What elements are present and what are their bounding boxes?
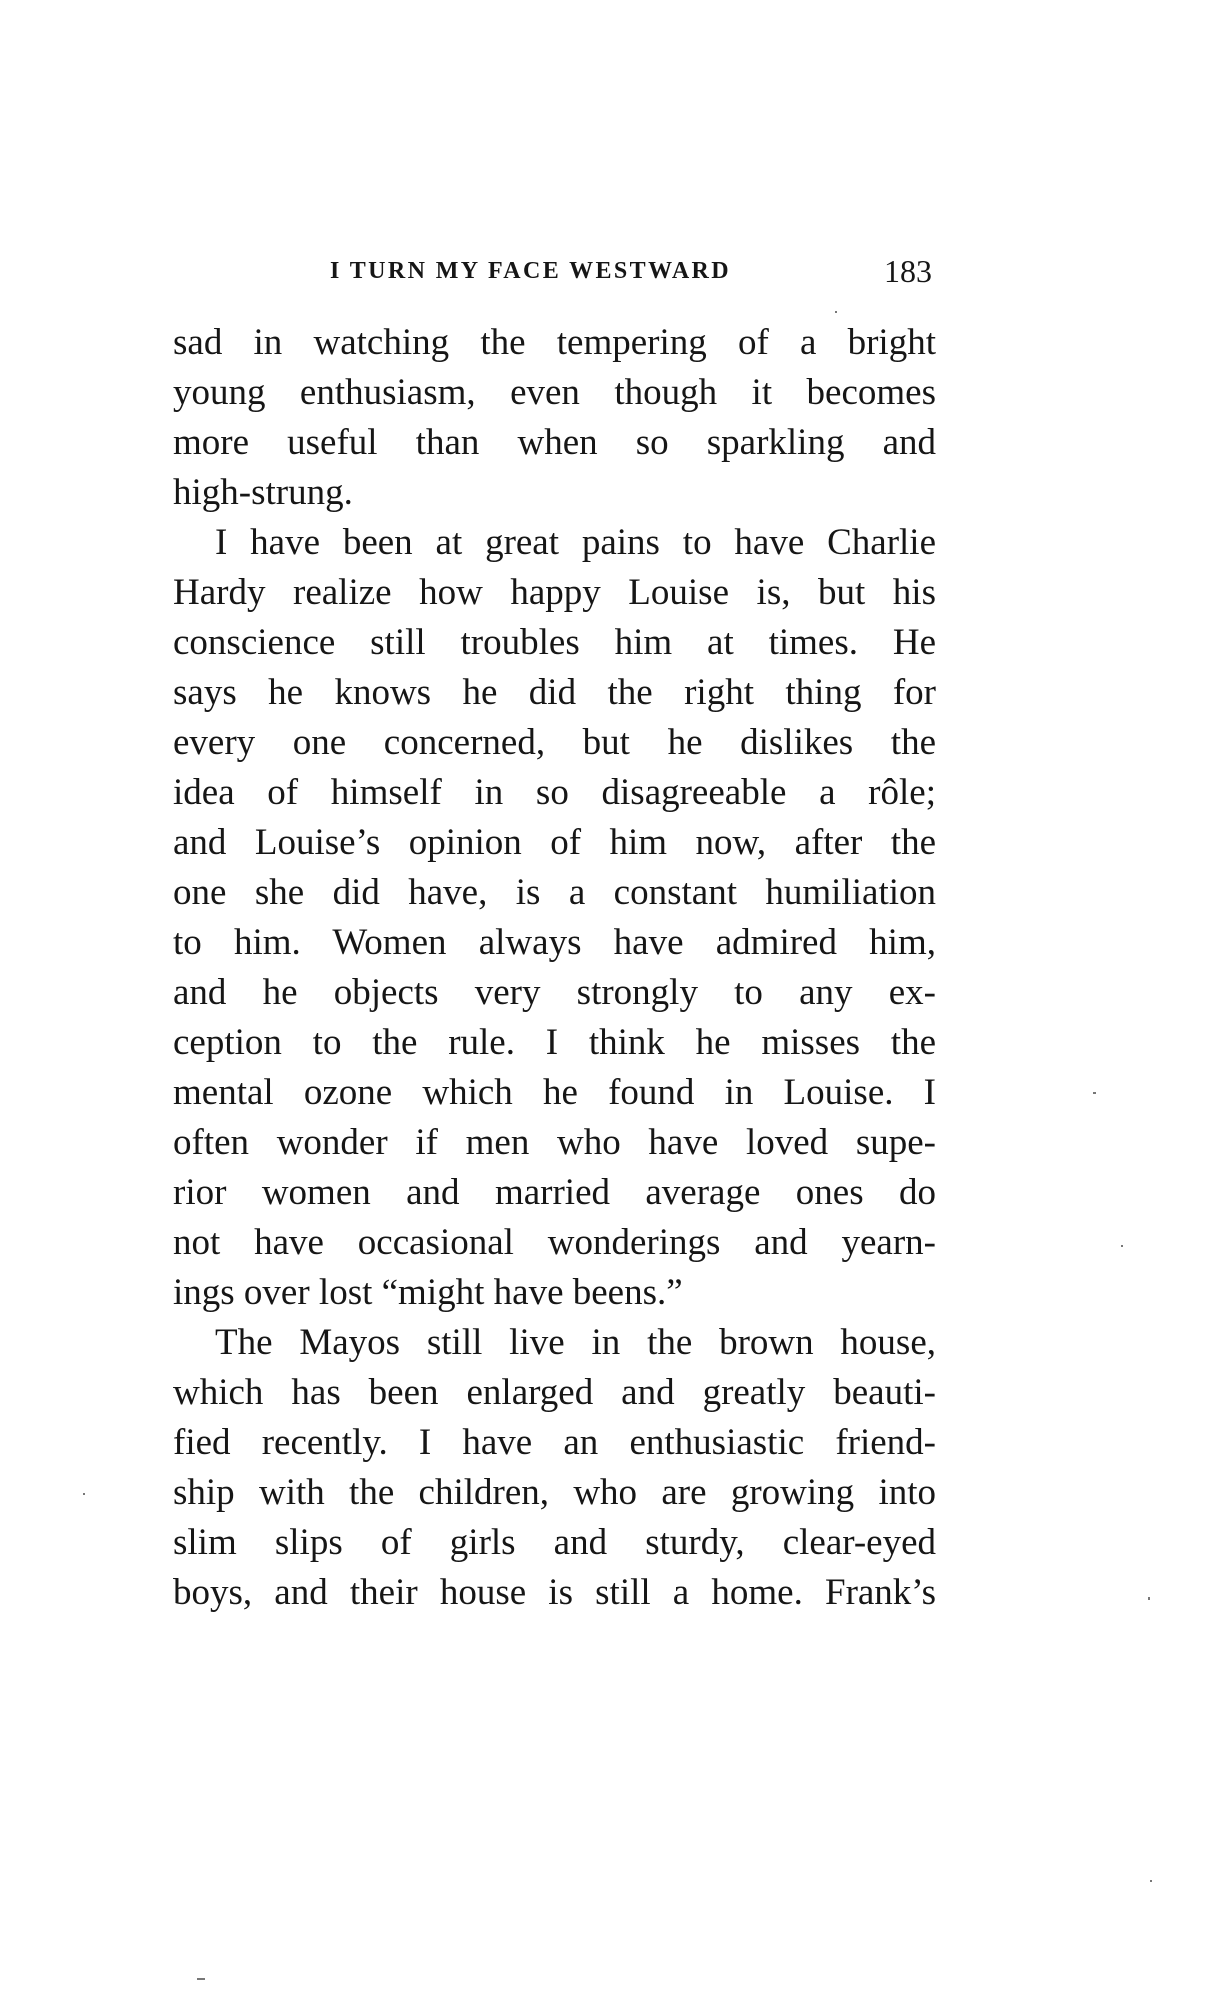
text-line: ings over lost “might have beens.” <box>173 1272 683 1313</box>
text-line: mental ozone which he found in Louise. I <box>173 1072 936 1113</box>
text-line: sad in watching the tempering of a bright <box>173 322 936 363</box>
text-line: ship with the children, who are growing into <box>173 1472 936 1513</box>
running-title: I TURN MY FACE WESTWARD <box>330 258 732 284</box>
page-number: 183 <box>884 253 932 289</box>
text-line: and he objects very strongly to any ex- <box>173 972 936 1013</box>
text-line: boys, and their house is still a home. Frank’s <box>173 1572 936 1613</box>
text-line: every one concerned, but he dislikes the <box>173 722 936 763</box>
body-text <box>173 318 936 1618</box>
text-line: and Louise’s opinion of him now, after the <box>173 822 936 863</box>
scan-speck <box>197 1978 205 1980</box>
text-line: conscience still troubles him at times. He <box>173 622 936 663</box>
text-line: often wonder if men who have loved supe- <box>173 1122 936 1163</box>
scan-speck <box>835 311 837 313</box>
text-line: idea of himself in so disagreeable a rôle; <box>173 772 936 813</box>
text-line: The Mayos still live in the brown house, <box>215 1322 936 1363</box>
text-line: more useful than when so sparkling and <box>173 422 936 463</box>
text-line: high-strung. <box>173 472 353 513</box>
text-line: says he knows he did the right thing for <box>173 672 936 713</box>
text-line: not have occasional wonderings and yearn- <box>173 1222 936 1263</box>
scan-speck <box>1121 1245 1123 1247</box>
text-line: young enthusiasm, even though it becomes <box>173 372 936 413</box>
scan-speck <box>83 1493 85 1495</box>
text-line: ception to the rule. I think he misses the <box>173 1022 936 1063</box>
text-line: rior women and married average ones do <box>173 1172 936 1213</box>
scan-speck <box>1150 1880 1152 1882</box>
scan-speck <box>1093 1092 1096 1094</box>
text-line: to him. Women always have admired him, <box>173 922 936 963</box>
text-line: I have been at great pains to have Charlie <box>215 522 936 563</box>
text-line: Hardy realize how happy Louise is, but his <box>173 572 936 613</box>
text-line: which has been enlarged and greatly beauti- <box>173 1372 936 1413</box>
text-line: one she did have, is a constant humiliation <box>173 872 936 913</box>
text-line: fied recently. I have an enthusiastic friend- <box>173 1422 936 1463</box>
scan-speck <box>1148 1597 1150 1600</box>
text-line: slim slips of girls and sturdy, clear-eyed <box>173 1522 936 1563</box>
